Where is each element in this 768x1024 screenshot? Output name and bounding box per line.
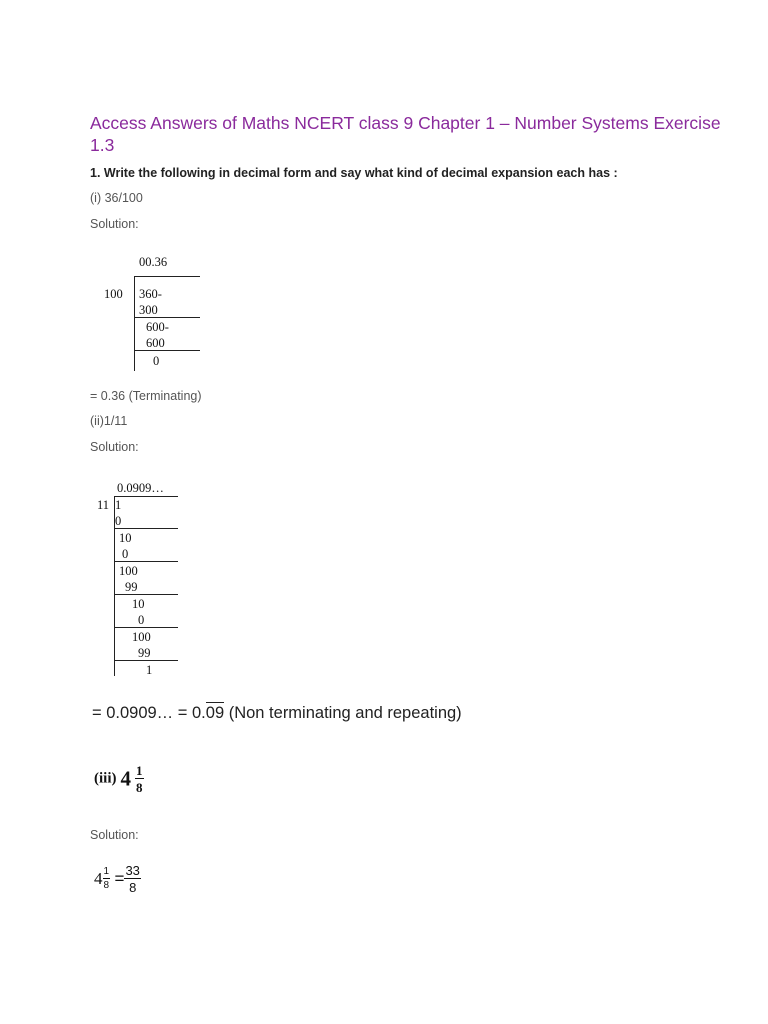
page-title: Access Answers of Maths NCERT class 9 Chapter 1 – Number Systems Exercise 1.3	[90, 113, 721, 155]
part-i-result: = 0.36 (Terminating)	[90, 389, 202, 403]
step-line: 0	[138, 613, 145, 627]
repeating-digits: 09	[205, 704, 225, 722]
step-line: 1	[146, 663, 153, 677]
quotient: 00.36	[139, 255, 168, 269]
part-ii-label: (ii)1/11	[90, 414, 128, 428]
step-line: 360-	[139, 287, 162, 301]
result-suffix: (Non terminating and repeating)	[224, 704, 462, 722]
divisor: 100	[104, 287, 123, 301]
step-line: 100	[132, 630, 151, 644]
part-iii-solution-label: Solution:	[90, 828, 139, 842]
part-i-solution-label: Solution:	[90, 217, 139, 231]
eq-mixed-fraction	[103, 867, 111, 891]
step-line: 10	[132, 597, 145, 611]
subtraction-line	[114, 528, 178, 529]
equals-sign: =	[114, 869, 125, 888]
mixed-fraction	[135, 764, 144, 794]
part-iii-prefix: (iii)	[94, 770, 117, 787]
step-line: 600-	[146, 320, 169, 334]
subtraction-line	[134, 317, 200, 318]
division-bar	[134, 276, 200, 277]
step-line: 99	[138, 646, 151, 660]
part-iii-equation	[94, 864, 141, 894]
subtraction-line	[114, 627, 178, 628]
step-line: 100	[119, 564, 138, 578]
subtraction-line	[114, 561, 178, 562]
part-ii-solution-label: Solution:	[90, 440, 139, 454]
subtraction-line	[114, 594, 178, 595]
eq-whole: 4	[94, 869, 103, 888]
step-line: 0	[153, 354, 160, 368]
step-line: 0	[122, 547, 129, 561]
subtraction-line	[114, 660, 178, 661]
divisor: 11	[97, 498, 110, 512]
step-line: 10	[119, 531, 132, 545]
subtraction-line	[134, 350, 200, 351]
fraction-numerator: 1	[136, 763, 143, 778]
step-line: 0	[115, 514, 122, 528]
step-line: 600	[146, 336, 165, 350]
question-text: 1. Write the following in decimal form and say what kind of decimal expansion each has :	[90, 166, 618, 180]
fraction-numerator: 33	[125, 863, 140, 878]
part-iii-label	[94, 764, 144, 794]
fraction-denominator: 8	[136, 780, 143, 795]
result-prefix: = 0.0909… = 0.	[92, 704, 206, 722]
fraction-denominator: 8	[129, 880, 137, 895]
fraction-numerator: 1	[103, 866, 110, 877]
division-bracket	[134, 276, 135, 371]
step-line: 1	[115, 498, 122, 512]
step-line: 99	[125, 580, 138, 594]
part-ii-result	[92, 704, 462, 723]
part-i-label: (i) 36/100	[90, 191, 143, 205]
fraction-denominator: 8	[103, 880, 110, 891]
step-line: 300	[139, 303, 158, 317]
quotient: 0.0909…	[117, 481, 164, 495]
eq-result-fraction	[124, 864, 140, 894]
mixed-whole: 4	[120, 766, 131, 791]
division-bar	[114, 496, 178, 497]
